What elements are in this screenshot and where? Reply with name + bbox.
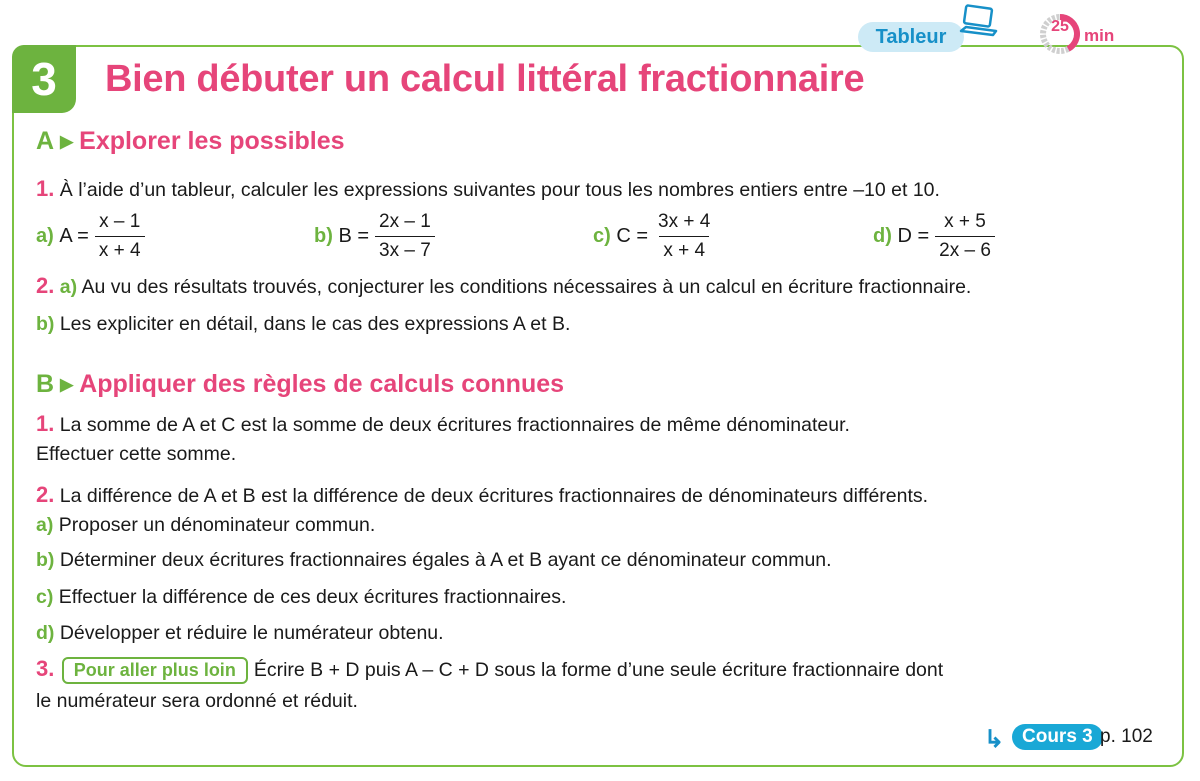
expression-a	[36, 205, 145, 267]
question-a2b	[36, 313, 570, 336]
expression-label: d)	[873, 224, 892, 247]
expression-c	[593, 205, 714, 267]
denominator: x + 4	[659, 236, 709, 262]
question-text: Effectuer la différence de ces deux écritures fractionnaires.	[58, 586, 567, 608]
fraction	[935, 211, 995, 262]
timer-value: 25	[1051, 18, 1069, 35]
question-b3	[36, 656, 943, 684]
question-b2c	[36, 586, 566, 609]
fraction	[375, 211, 435, 262]
expression-name: D =	[897, 224, 930, 247]
question-text: Les expliciter en détail, dans le cas des expressions A et B.	[59, 313, 571, 335]
subquestion-label: c)	[36, 586, 54, 608]
tableur-tag: Tableur	[858, 22, 964, 52]
question-b2d	[36, 622, 444, 645]
question-b1	[36, 411, 850, 437]
expression-name: C =	[616, 224, 649, 247]
numerator: 3x + 4	[658, 210, 711, 232]
section-a-letter: A	[36, 127, 55, 155]
question-a2a	[36, 273, 971, 299]
denominator: 3x – 7	[375, 236, 435, 262]
question-number: 1.	[36, 176, 55, 201]
expression-label: a)	[36, 224, 54, 247]
question-number: 1.	[36, 411, 55, 436]
question-text: À l’aide d’un tableur, calculer les expressions suivantes pour tous les nombres entiers entre –10 et 10.	[59, 179, 940, 201]
question-b1-continued: Effectuer cette somme.	[36, 443, 237, 465]
triangle-icon: ▶	[60, 375, 74, 394]
question-text: Développer et réduire le numérateur obtenu.	[59, 622, 444, 644]
question-number: 2.	[36, 273, 55, 298]
question-b3-continued: le numérateur sera ordonné et réduit.	[36, 690, 358, 712]
timer-unit: min	[1084, 26, 1115, 45]
subquestion-label: a)	[59, 276, 78, 298]
question-b2a	[36, 514, 375, 537]
question-number: 2.	[36, 482, 55, 507]
page-reference: p. 102	[1100, 726, 1153, 747]
denominator: x + 4	[95, 236, 145, 262]
subquestion-label: a)	[36, 514, 54, 536]
fraction	[95, 211, 145, 262]
section-b-letter: B	[36, 370, 55, 398]
question-text: La différence de A et B est la différence de deux écritures fractionnaires de dénominateurs différents.	[59, 485, 929, 507]
section-a-title: Explorer les possibles	[79, 127, 345, 155]
laptop-icon	[956, 4, 1000, 40]
exercise-title: Bien débuter un calcul littéral fractionnaire	[105, 58, 865, 100]
cours-link[interactable]: Cours 3	[1012, 724, 1103, 750]
fraction	[654, 211, 714, 262]
subquestion-label: b)	[36, 313, 55, 335]
expression-name: B =	[338, 224, 370, 247]
expression-b	[314, 205, 435, 267]
section-b-heading	[36, 370, 564, 399]
numerator: 2x – 1	[379, 210, 431, 232]
expression-d	[873, 205, 995, 267]
question-number: 3.	[36, 656, 55, 681]
question-text: Au vu des résultats trouvés, conjecturer les conditions nécessaires à un calcul en écriture fractionnaire.	[81, 276, 972, 298]
question-text: La somme de A et C est la somme de deux écritures fractionnaires de même dénominateur.	[59, 414, 850, 436]
pour-aller-plus-loin-badge: Pour aller plus loin	[62, 657, 248, 684]
expression-label: c)	[593, 224, 611, 247]
question-text: Déterminer deux écritures fractionnaires égales à A et B ayant ce dénominateur commun.	[59, 549, 832, 571]
question-b2b	[36, 549, 832, 572]
section-a-heading	[36, 127, 345, 156]
section-b-title: Appliquer des règles de calculs connues	[79, 370, 565, 398]
numerator: x + 5	[944, 210, 986, 232]
exercise-number: 3	[12, 45, 76, 113]
question-a1	[36, 176, 940, 202]
triangle-icon: ▶	[60, 132, 74, 151]
subquestion-label: b)	[36, 549, 55, 571]
numerator: x – 1	[99, 210, 141, 232]
subquestion-label: d)	[36, 622, 55, 644]
expression-label: b)	[314, 224, 333, 247]
question-text: Proposer un dénominateur commun.	[58, 514, 376, 536]
expression-name: A =	[59, 224, 89, 247]
denominator: 2x – 6	[935, 236, 995, 262]
question-b2	[36, 482, 928, 508]
arrow-right-icon: ↳	[984, 726, 1005, 753]
question-text: Écrire B + D puis A – C + D sous la forme d’une seule écriture fractionnaire dont	[253, 659, 944, 681]
